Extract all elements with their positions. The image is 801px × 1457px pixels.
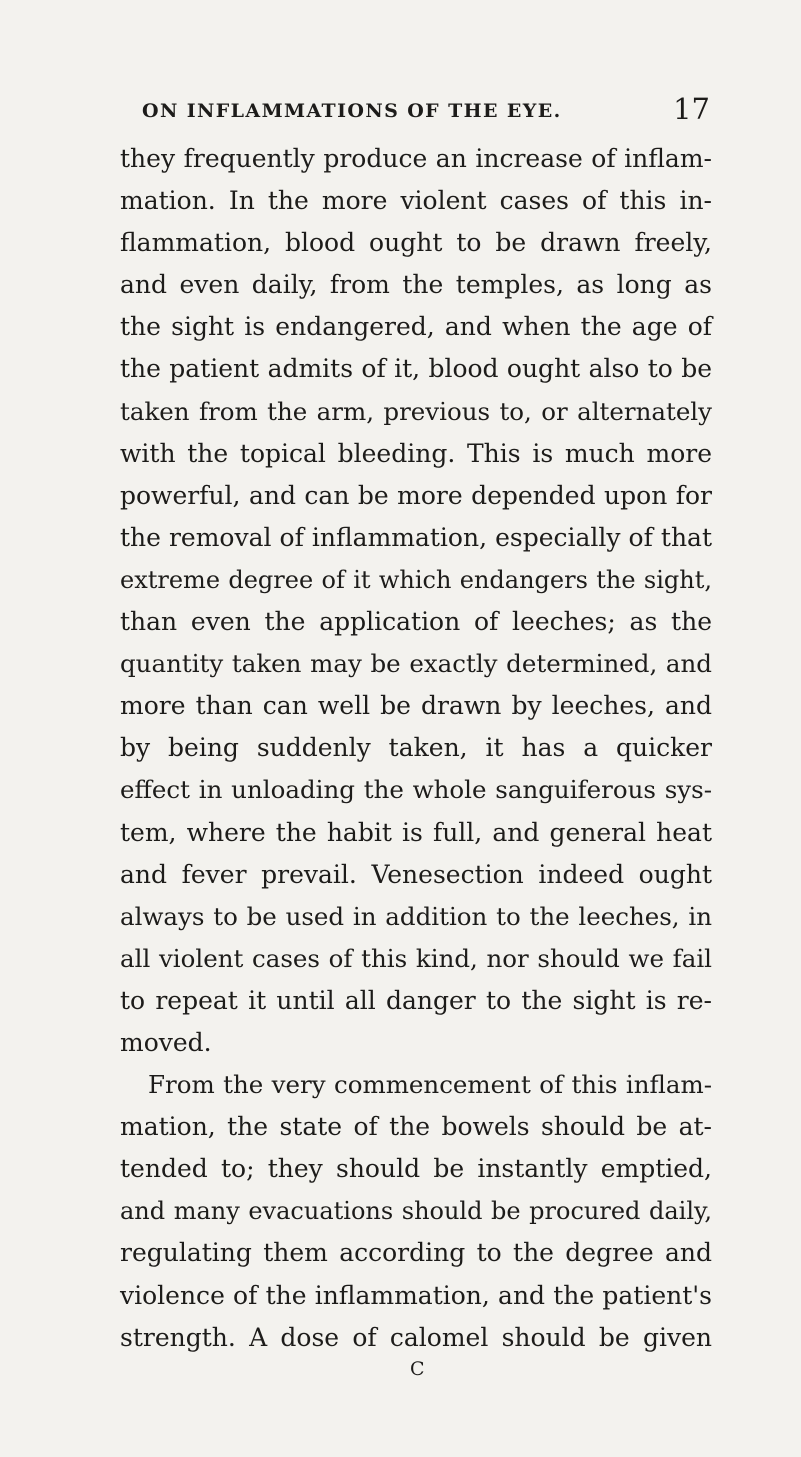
text-line: quantity taken may be exactly determined, and (120, 649, 712, 679)
text-line: more than can well be drawn by leeches, and (120, 691, 712, 721)
text-line: mation. In the more violent cases of this in- (120, 186, 712, 216)
text-line: the patient admits of it, blood ought also to be (120, 354, 712, 384)
text-line: tem, where the habit is full, and general heat (120, 817, 712, 847)
running-head: ON INFLAMMATIONS OF THE EYE. (142, 100, 562, 122)
text-line: and many evacuations should be procured daily, (120, 1197, 712, 1226)
text-line: all violent cases of this kind, nor should we fail (120, 943, 712, 973)
text-line: regulating them according to the degree and (120, 1238, 712, 1268)
text-line: effect in unloading the whole sanguiferous sys- (120, 775, 712, 805)
text-line: and fever prevail. Venesection indeed ought (120, 859, 712, 889)
text-line: and even daily, from the temples, as long as (120, 270, 712, 300)
text-line: From the very commencement of this inflam- (148, 1070, 712, 1100)
text-line: mation, the state of the bowels should be at- (120, 1112, 712, 1142)
text-line: to repeat it until all danger to the sight is re- (120, 985, 712, 1015)
text-line: they frequently produce an increase of inflam- (120, 144, 712, 173)
text-line: tended to; they should be instantly emptied, (120, 1154, 712, 1184)
text-line: extreme degree of it which endangers the sight, (120, 565, 712, 594)
text-line: taken from the arm, previous to, or alternately (120, 396, 712, 426)
page-number: 17 (673, 92, 710, 126)
text-line: always to be used in addition to the leeches, in (120, 901, 712, 931)
text-line: the sight is endangered, and when the age of (120, 312, 712, 342)
body-text (120, 138, 712, 1359)
text-line: the removal of inflammation, especially of that (120, 522, 712, 552)
text-line: than even the application of leeches; as the (120, 607, 712, 637)
text-line: powerful, and can be more depended upon for (120, 480, 712, 510)
text-line: moved. (120, 1027, 212, 1057)
text-line: with the topical bleeding. This is much more (120, 438, 712, 468)
page-header (120, 92, 710, 132)
text-line: strength. A dose of calomel should be given (120, 1322, 712, 1352)
text-line: flammation, blood ought to be drawn freely, (120, 228, 712, 258)
text-line: violence of the inflammation, and the patient's (120, 1280, 712, 1310)
text-line: by being suddenly taken, it has a quicker (120, 733, 712, 763)
signature-mark: C (410, 1358, 425, 1380)
